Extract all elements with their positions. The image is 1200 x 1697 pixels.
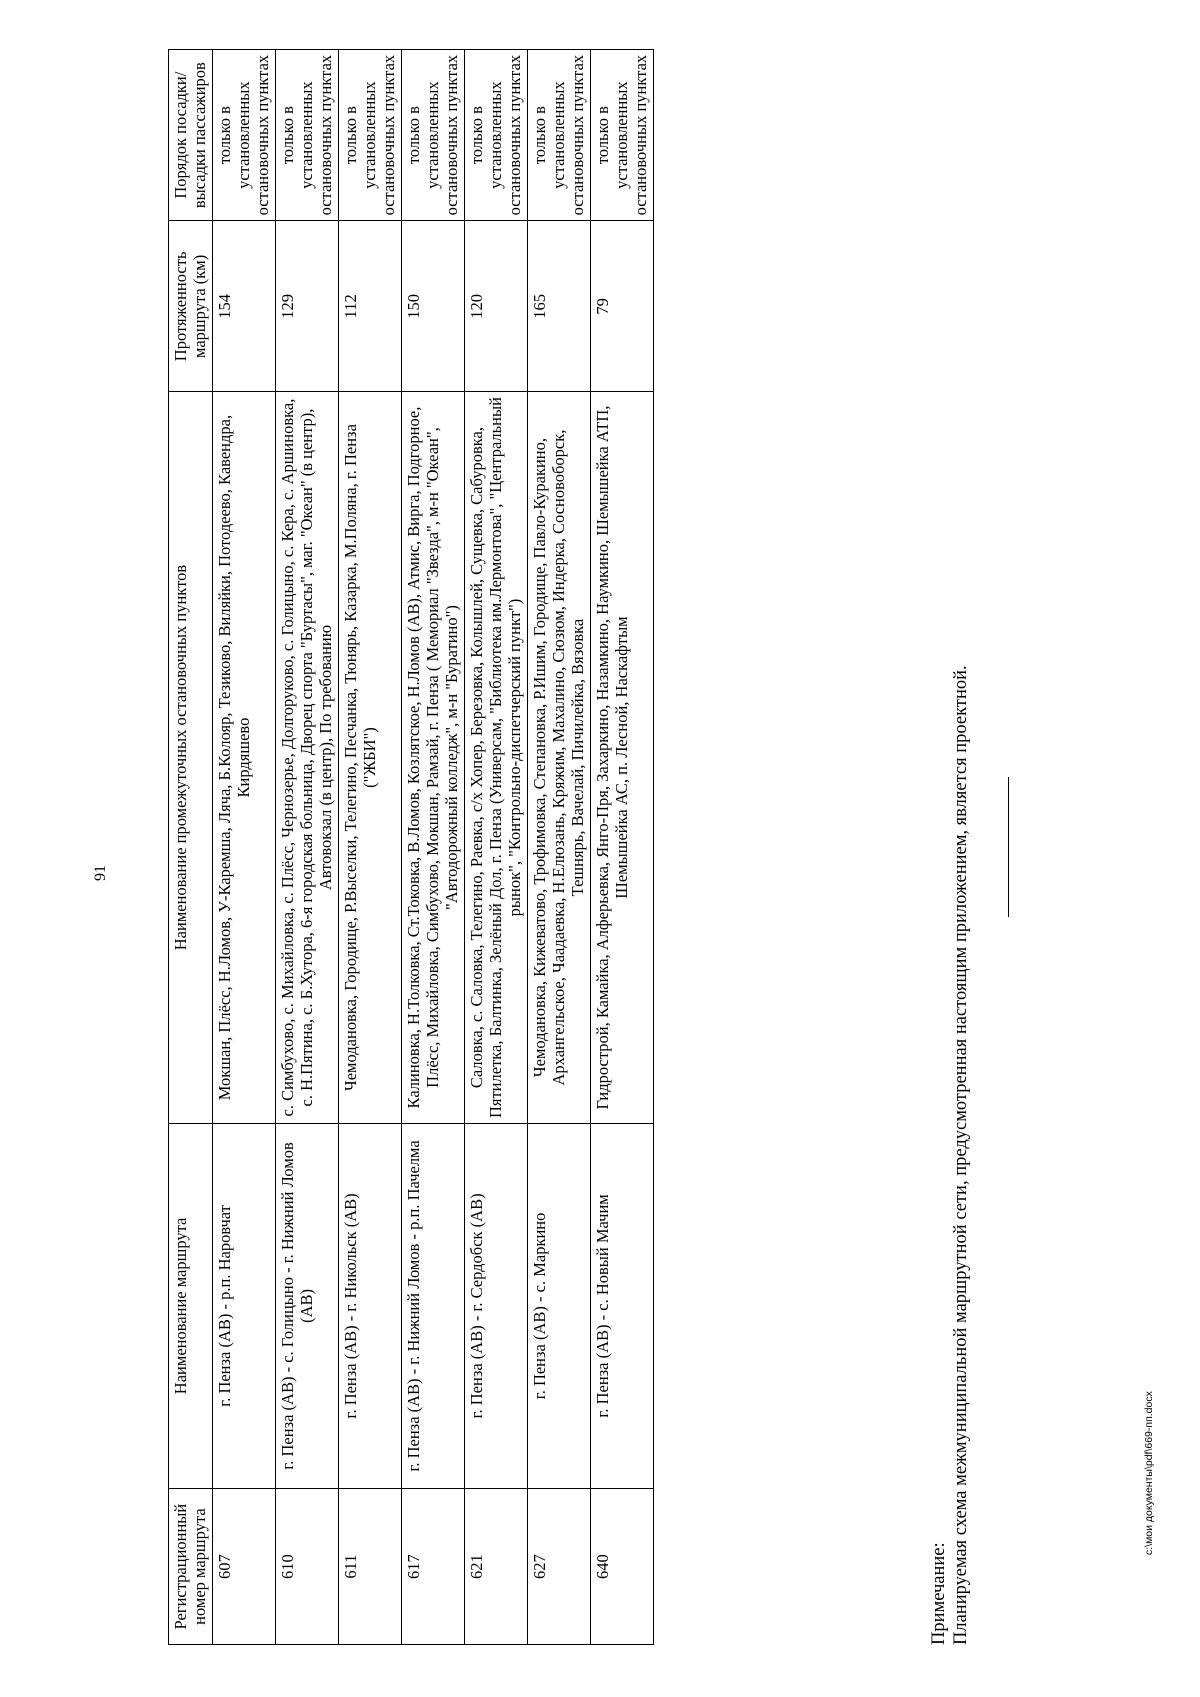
table-header-row	[169, 50, 213, 1645]
boarding-cell: только в установленных остановочных пунктах	[591, 50, 654, 221]
table-row	[402, 50, 465, 1645]
stops-cell: Чемодановка, Кижеватово, Трофимовка, Степановка, Р.Ишим, Городище, Павло-Куракино, Архангельское, Чаадаевка, Н.Елюзань, Кряжим, Махалино, Сюзюм, Индерка, Сосновоборск, Тешнярь, Вачелай, Пичилейка, Вязовка	[528, 392, 591, 1123]
route-name-cell: г. Пенза (АВ) - с. Новый Мачим	[591, 1123, 654, 1489]
length-cell: 79	[591, 221, 654, 392]
boarding-cell: только в установленных остановочных пунктах	[339, 50, 402, 221]
boarding-cell: только в установленных остановочных пунктах	[276, 50, 339, 221]
reg-number-cell: 617	[402, 1489, 465, 1645]
reg-number-cell: 611	[339, 1489, 402, 1645]
length-cell: 129	[276, 221, 339, 392]
route-name-cell: г. Пенза (АВ) - г. Нижний Ломов - р.п. Пачелма	[402, 1123, 465, 1489]
page-number: 91	[92, 865, 109, 881]
length-cell: 112	[339, 221, 402, 392]
length-cell: 154	[213, 221, 276, 392]
stops-cell: Чемодановка, Городище, Р.Выселки, Телегино, Песчанка, Тюнярь, Казарка, М.Поляна, г. Пенза ("ЖБИ")	[339, 392, 402, 1123]
stops-cell: Саловка, с. Саловка, Телегино, Раевка, с/х Хопер, Березовка, Колышлей, Сущевка, Сабуровка, Пятилетка, Балтинка, Зелёный Дол, г. Пенза (Универсам, "Библиотека им.Лермонтова", "Центральный рынок", "Контрольно-диспетчерский пункт")	[465, 392, 528, 1123]
route-name-cell: г. Пенза (АВ) - с. Голицыно - г. Нижний Ломов (АВ)	[276, 1123, 339, 1489]
stops-cell: Мокшан, Плёсс, Н.Ломов, У-Каремша, Ляча, Б.Колояр, Тезиково, Виляйки, Потодеево, Кавендра, Кирдяшево	[213, 392, 276, 1123]
reg-number-cell: 627	[528, 1489, 591, 1645]
route-name-cell: г. Пенза (АВ) - с. Маркино	[528, 1123, 591, 1489]
table-row	[339, 50, 402, 1645]
boarding-cell: только в установленных остановочных пунктах	[213, 50, 276, 221]
table-row	[465, 50, 528, 1645]
routes-table	[168, 49, 654, 1645]
footer-file-path: c:\мои документы\pdf\669-пп.docx	[1143, 1391, 1155, 1555]
table-row	[213, 50, 276, 1645]
divider-line	[1008, 777, 1009, 917]
header-boarding: Порядок посадки/высадки пассажиров	[169, 50, 213, 221]
table-row	[276, 50, 339, 1645]
length-cell: 120	[465, 221, 528, 392]
table-row	[528, 50, 591, 1645]
reg-number-cell: 621	[465, 1489, 528, 1645]
stops-cell: с. Симбухово, с. Михайловка, с. Плёсс, Чернозерье, Долгоруково, с. Голицыно, с. Кера, с. Аршиновка, с. Н.Пятина, с. Б.Хутора, 6-я городская больница, Дворец спорта "Буртасы", маг. "Океан" (в центр), Автовокзал (в центр), По требованию	[276, 392, 339, 1123]
note-title: Примечание:	[929, 1542, 949, 1645]
route-name-cell: г. Пенза (АВ) - г. Никольск (АВ)	[339, 1123, 402, 1489]
route-name-cell: г. Пенза (АВ) - р.п. Наровчат	[213, 1123, 276, 1489]
note-block	[928, 665, 972, 1645]
stops-cell: Гидрострой, Камайка, Алферьевка, Янго-Пря, Захаркино, Назамкино, Наумкино, Шемышейка АТП, Шемышейка АС, п. Лесной, Наскафтым	[591, 392, 654, 1123]
boarding-cell: только в установленных остановочных пунктах	[465, 50, 528, 221]
header-reg-number: Регистрационный номер маршрута	[169, 1489, 213, 1645]
header-route-name: Наименование маршрута	[169, 1123, 213, 1489]
boarding-cell: только в установленных остановочных пунктах	[402, 50, 465, 221]
stops-cell: Калиновка, Н.Толковка, Ст.Токовка, В.Ломов, Козлятское, Н.Ломов (АВ), Атмис, Вирга, Подгорное, Плёсс, Михайловка, Симбухово, Мокшан, Рамзай, г. Пенза ( Мемориал "Звезда", м-н "Океан", "Автодорожный колледж", м-н "Буратино")	[402, 392, 465, 1123]
table-row	[591, 50, 654, 1645]
routes-table-container	[168, 49, 654, 1645]
reg-number-cell: 607	[213, 1489, 276, 1645]
reg-number-cell: 640	[591, 1489, 654, 1645]
route-name-cell: г. Пенза (АВ) - г. Сердобск (АВ)	[465, 1123, 528, 1489]
header-length: Протяженность маршрута (км)	[169, 221, 213, 392]
header-stops: Наименование промежуточных остановочных пунктов	[169, 392, 213, 1123]
length-cell: 150	[402, 221, 465, 392]
reg-number-cell: 610	[276, 1489, 339, 1645]
note-text: Планируемая схема межмуниципальной маршрутной сети, предусмотренная настоящим приложением, является проектной.	[951, 665, 971, 1645]
boarding-cell: только в установленных остановочных пунктах	[528, 50, 591, 221]
length-cell: 165	[528, 221, 591, 392]
